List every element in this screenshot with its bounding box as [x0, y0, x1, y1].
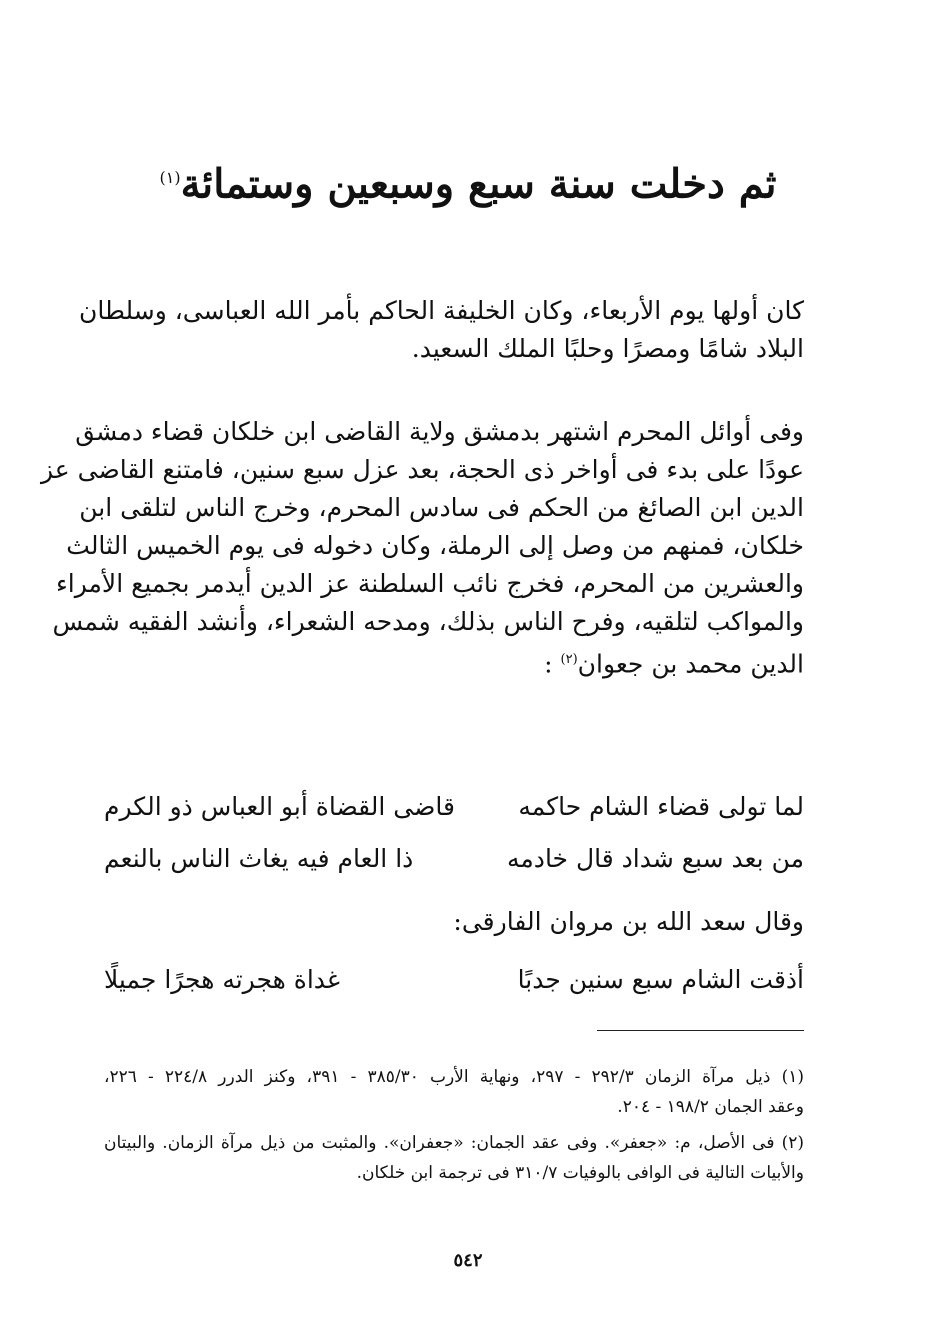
footnote-2 [104, 1128, 804, 1188]
paragraph-opening [78, 292, 804, 368]
text-line: كان أولها يوم الأربعاء، وكان الخليفة الحاكم بأمر الله العباسى، وسلطان [78, 296, 804, 325]
verse-first-hemistich: لما تولى قضاء الشام حاكمه [518, 792, 804, 821]
text-line: عودًا على بدء فى أواخر ذى الحجة، بعد عزل سبع سنين، فامتنع القاضى عز [40, 455, 804, 484]
footnote-1 [104, 1062, 804, 1122]
title-text: ثم دخلت سنة سبع وسبعين وستمائة [180, 160, 777, 208]
verse-second-hemistich: قاضى القضاة أبو العباس ذو الكرم [104, 792, 455, 821]
verse-second-hemistich: ذا العام فيه يغاث الناس بالنعم [104, 844, 414, 873]
text-line: خلكان، فمنهم من وصل إلى الرملة، وكان دخوله فى يوم الخميس الثالث [66, 531, 804, 560]
footnote-line: والأبيات التالية فى الوافى بالوفيات ٣١٠/٧ فى ترجمة ابن خلكان. [356, 1163, 804, 1183]
footnote-line: وعقد الجمان ١٩٨/٢ - ٢٠٤. [617, 1097, 804, 1117]
verse-line [104, 785, 804, 829]
page-title [100, 148, 836, 214]
text-line: والعشرين من المحرم، فخرج نائب السلطنة عز الدين أيدمر بجميع الأمراء [56, 569, 804, 598]
text-line: والمواكب لتلقيه، وفرح الناس بذلك، ومدحه الشعراء، وأنشد الفقيه شمس [52, 607, 804, 636]
footnote-line: (١) ذيل مرآة الزمان ٢٩٢/٣ - ٢٩٧، ونهاية الأرب ٣٨٥/٣٠ - ٣٩١، وكنز الدرر ٢٢٤/٨ - ٢٢٦، [104, 1067, 805, 1087]
text-line: الدين ابن الصائغ من الحكم فى سادس المحرم، وخرج الناس لتلقى ابن [79, 493, 804, 522]
title-footnote-marker: (١) [159, 168, 181, 187]
text-line: وفى أوائل المحرم اشتهر بدمشق ولاية القاضى ابن خلكان قضاء دمشق [75, 417, 804, 446]
footnote-separator [597, 1030, 804, 1031]
colon: : [544, 649, 553, 679]
verse-second-hemistich: غداة هجرته هجرًا جميلًا [104, 965, 340, 994]
page-number: ٥٤٢ [453, 1250, 483, 1271]
footnote-marker: (٢) [560, 652, 578, 667]
text-line: البلاد شامًا ومصرًا وحلبًا الملك السعيد. [411, 334, 804, 363]
poet-name: الدين محمد بن جعوان [577, 649, 804, 679]
text-line: وقال سعد الله بن مروان الفارقى: [453, 907, 804, 936]
paragraph-appointment [40, 413, 804, 679]
text-line [104, 641, 804, 679]
verse-first-hemistich: من بعد سبع شداد قال خادمه [507, 844, 804, 873]
verse-intro [104, 903, 804, 941]
verse-line [104, 958, 804, 1002]
footnote-line: (٢) فى الأصل، م: «جعفر». وفى عقد الجمان: «جعفران». والمثبت من ذيل مرآة الزمان. والبيتان [104, 1133, 804, 1153]
verse-first-hemistich: أذقت الشام سبع سنين جدبًا [517, 965, 804, 994]
verse-line [104, 837, 804, 881]
